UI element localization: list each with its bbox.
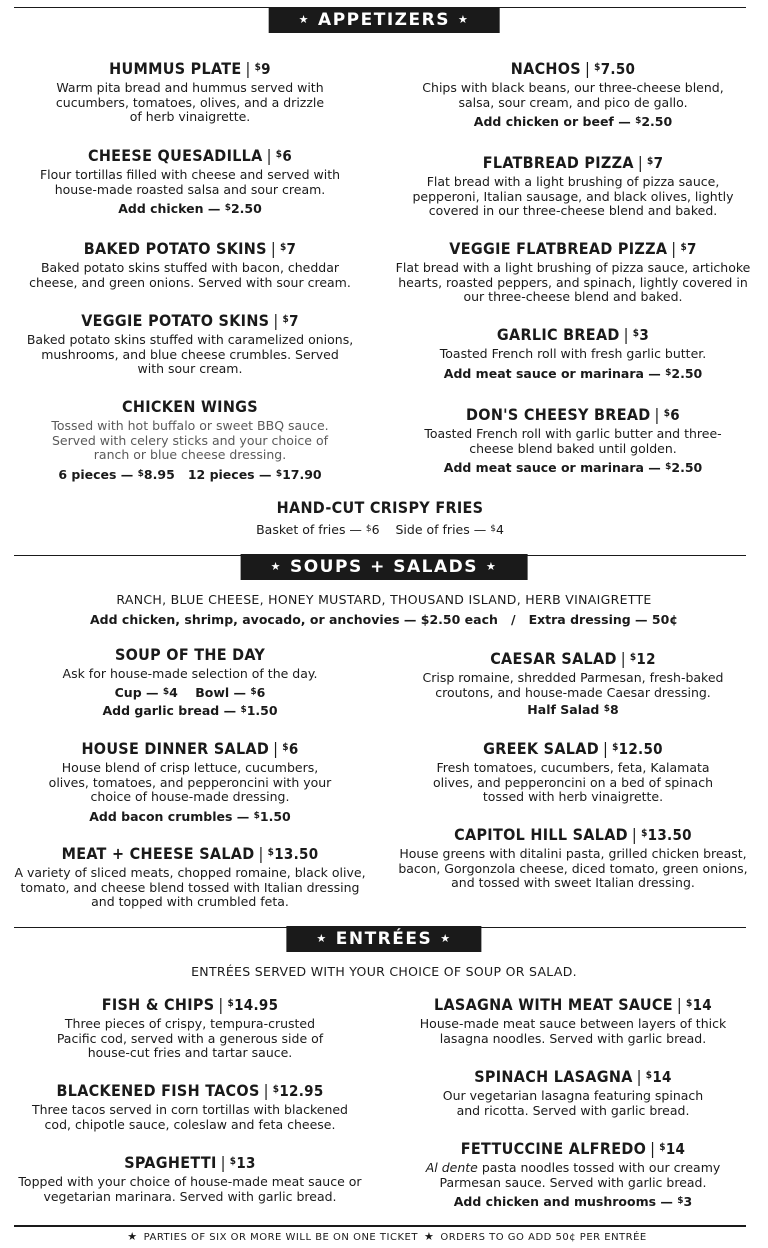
item-description: Three tacos served in corn tortillas with blackened cod, chipotle sauce, coleslaw and feta cheese. [31, 1102, 348, 1132]
menu-item-capitol-hill: CAPITOL HILL SALAD | $13.50 House greens with ditalini pasta, grilled chicken breast, bacon, Gorgonzola cheese, diced tomato, green onions, and tossed with sweet Italian dressing. [393, 824, 753, 891]
item-name: VEGGIE FLATBREAD PIZZA [449, 239, 668, 258]
item-description: Baked potato skins stuffed with caramelized onions, mushrooms, and blue cheese crumbles. Served with sour cream. [26, 332, 354, 376]
salad-extras: Add chicken, shrimp, avocado, or anchovies — $2.50 each / Extra dressing — 50¢ [90, 612, 678, 627]
menu-item-meat-cheese-salad: MEAT + CHEESE SALAD | $13.50 A variety of sliced meats, chopped romaine, black olive, tomato, and cheese blend tossed with Italian dressing and topped with crumbled feta. [10, 843, 370, 910]
menu-item-garlic-bread: GARLIC BREAD | $3 Toasted French roll with fresh garlic butter. Add meat sauce or marinara — $2.50 [393, 324, 753, 381]
item-name: CAESAR SALAD [490, 649, 617, 668]
item-addon: Add chicken or beef — $2.50 [473, 114, 673, 129]
item-name: CHEESE QUESADILLA [87, 146, 263, 165]
item-price: 12 [636, 650, 656, 668]
item-name: SPAGHETTI [124, 1153, 217, 1172]
menu-item-spaghetti: SPAGHETTI | $13 Topped with your choice of house-made meat sauce or vegetarian marinara. Served with garlic bread. [10, 1152, 370, 1204]
dressing-list: RANCH, BLUE CHEESE, HONEY MUSTARD, THOUSAND ISLAND, HERB VINAIGRETTE [116, 592, 652, 607]
footer-rule [14, 1225, 746, 1227]
item-price: 14 [692, 996, 712, 1014]
item-description: Our vegetarian lasagna featuring spinach and ricotta. Served with garlic bread. [442, 1088, 704, 1118]
item-name: FISH & CHIPS [101, 995, 215, 1014]
section-title: APPETIZERS [318, 10, 450, 30]
item-description: Tossed with hot buffalo or sweet BBQ sauce. Served with celery sticks and your choice of ranch or blue cheese dressing. [51, 418, 329, 462]
item-addon: Add chicken — $2.50 [118, 201, 262, 216]
menu-item-quesadilla: CHEESE QUESADILLA | $6 Flour tortillas filled with cheese and served with house-made roasted salsa and sour cream. Add chicken — $2.50 [10, 145, 370, 216]
menu-item-fries [200, 498, 560, 537]
item-price: 9 [261, 60, 271, 78]
item-name: VEGGIE POTATO SKINS [81, 311, 270, 330]
item-price: 7 [687, 240, 697, 258]
item-price: 6 [282, 147, 293, 165]
item-price: 13.50 [647, 826, 692, 844]
menu-item-baked-skins: BAKED POTATO SKINS | $7 Baked potato skins stuffed with bacon, cheddar cheese, and green onions. Served with sour cream. [10, 238, 370, 290]
item-price: 6 [288, 740, 299, 758]
item-options: Basket of fries — $6 Side of fries — $4 [256, 522, 504, 537]
item-description: House greens with ditalini pasta, grilled chicken breast, bacon, Gorgonzola cheese, diced tomato, green onions, and tossed with sweet Italian dressing. [398, 846, 748, 890]
item-price: 14 [665, 1140, 686, 1158]
item-name: HAND-CUT CRISPY FRIES [276, 498, 484, 517]
menu-item-veggie-flatbread: VEGGIE FLATBREAD PIZZA | $7 Flat bread with a light brushing of pizza sauce, artichoke hearts, roasted peppers, and spinach, lightly covered in our three-cheese blend and baked. [393, 238, 753, 305]
footer-party-note: PARTIES OF SIX OR MORE WILL BE ON ONE TICKET [143, 1232, 418, 1243]
menu-item-spinach-lasagna: SPINACH LASAGNA | $14 Our vegetarian lasagna featuring spinach and ricotta. Served with garlic bread. [393, 1066, 753, 1118]
item-price: 7 [653, 154, 664, 172]
item-description: Flat bread with a light brushing of pizza sauce, artichoke hearts, roasted peppers, and spinach, lightly covered in our three-cheese blend and baked. [395, 260, 751, 304]
item-description: Flour tortillas filled with cheese and served with house-made roasted salsa and sour cream. [39, 167, 341, 197]
item-description: Baked potato skins stuffed with bacon, cheddar cheese, and green onions. Served with sour cream. [29, 260, 351, 290]
item-name: GREEK SALAD [483, 739, 599, 758]
item-price: 13 [236, 1154, 256, 1172]
menu-item-alfredo: FETTUCCINE ALFREDO | $14 Al dente pasta noodles tossed with our creamy Parmesan sauce. Served with garlic bread. Add chicken and mushrooms — $3 [393, 1138, 753, 1209]
menu-item-house-salad: HOUSE DINNER SALAD | $6 House blend of crisp lettuce, cucumbers, olives, tomatoes, and pepperoncini with your choice of house-made dressing. Add bacon crumbles — $1.50 [10, 738, 370, 824]
entree-note: ENTRÉES SERVED WITH YOUR CHOICE OF SOUP OR SALAD. [191, 964, 577, 979]
item-price: 14.95 [234, 996, 279, 1014]
menu-item-soup [10, 645, 370, 718]
section-title: ENTRÉES [335, 929, 433, 949]
item-addon: Add bacon crumbles — $1.50 [89, 808, 291, 824]
star-icon: ★ [423, 1230, 435, 1243]
item-name: FETTUCCINE ALFREDO [460, 1139, 647, 1158]
item-price: 14 [652, 1068, 672, 1086]
item-options: Cup — $4 Bowl — $6 [114, 684, 266, 700]
item-name: MEAT + CHEESE SALAD [61, 844, 255, 863]
item-price: 6 [670, 406, 680, 424]
star-icon: ★ [270, 560, 282, 573]
item-name: BAKED POTATO SKINS [83, 239, 267, 258]
item-name: BLACKENED FISH TACOS [56, 1081, 260, 1100]
menu-item-nachos: NACHOS | $7.50 Chips with black beans, our three-cheese blend, salsa, sour cream, and pico de gallo. Add chicken or beef — $2.50 [393, 58, 753, 129]
item-description: Al dente pasta noodles tossed with our creamy Parmesan sauce. Served with garlic bread. [425, 1160, 721, 1190]
menu-item-greek: GREEK SALAD | $12.50 Fresh tomatoes, cucumbers, feta, Kalamata olives, and pepperoncini on a bed of spinach tossed with herb vinaigrette. [393, 738, 753, 805]
item-description: Three pieces of crispy, tempura-crusted Pacific cod, served with a generous side of house-cut fries and tartar sauce. [56, 1016, 324, 1060]
soups-salads-banner [241, 554, 528, 580]
item-name: NACHOS [510, 59, 581, 78]
menu-item-flatbread: FLATBREAD PIZZA | $7 Flat bread with a light brushing of pizza sauce, pepperoni, Italian sausage, and black olives, lightly covered in our three-cheese blend and baked. [393, 152, 753, 219]
menu-item-caesar: CAESAR SALAD | $12 Crisp romaine, shredded Parmesan, fresh-baked croutons, and house-made Caesar dressing. Half Salad $8 [393, 648, 753, 717]
footer-togo-note: ORDERS TO GO ADD 50¢ PER ENTRÉE [440, 1232, 647, 1243]
item-name: HOUSE DINNER SALAD [81, 739, 270, 758]
star-icon: ★ [316, 932, 328, 945]
item-name: CHICKEN WINGS [122, 397, 258, 416]
item-price: 13.50 [274, 845, 319, 863]
menu-item-wings [10, 397, 370, 482]
item-price: 12.50 [618, 740, 663, 758]
star-icon: ★ [440, 932, 452, 945]
item-price: 3 [639, 326, 650, 344]
entrees-banner [286, 926, 481, 952]
item-description: House blend of crisp lettuce, cucumbers, olives, tomatoes, and pepperoncini with your choice of house-made dressing. [48, 760, 332, 804]
item-name: FLATBREAD PIZZA [482, 153, 634, 172]
item-description: A variety of sliced meats, chopped romaine, black olive, tomato, and cheese blend tossed with Italian dressing and topped with crumbled feta. [14, 865, 366, 909]
section-title: SOUPS + SALADS [289, 557, 479, 577]
item-name: CAPITOL HILL SALAD [454, 825, 628, 844]
item-description: Crisp romaine, shredded Parmesan, fresh-baked croutons, and house-made Caesar dressing. [422, 670, 724, 700]
item-price: 12.95 [279, 1082, 324, 1100]
item-description: Chips with black beans, our three-cheese blend, salsa, sour cream, and pico de gallo. [422, 80, 724, 110]
item-description: Ask for house-made selection of the day. [62, 666, 318, 681]
item-description: Flat bread with a light brushing of pizza sauce, pepperoni, Italian sausage, and black olives, lightly covered in our three-cheese blend and baked. [412, 174, 734, 218]
item-name: SPINACH LASAGNA [474, 1067, 633, 1086]
item-name: DON'S CHEESY BREAD [466, 405, 651, 424]
item-description: Toasted French roll with garlic butter and three-cheese blend baked until golden. [424, 426, 722, 456]
item-addon: Add meat sauce or marinara — $2.50 [443, 460, 703, 475]
menu-item-lasagna: LASAGNA WITH MEAT SAUCE | $14 House-made meat sauce between layers of thick lasagna noodles. Served with garlic bread. [393, 994, 753, 1046]
item-description: Warm pita bread and hummus served with cucumbers, tomatoes, olives, and a drizzle of herb vinaigrette. [55, 80, 325, 124]
item-description: Topped with your choice of house-made meat sauce or vegetarian marinara. Served with garlic bread. [18, 1174, 362, 1204]
star-icon: ★ [486, 560, 498, 573]
item-price: 7 [289, 312, 299, 330]
star-icon: ★ [298, 13, 311, 26]
item-description: House-made meat sauce between layers of thick lasagna noodles. Served with garlic bread. [419, 1016, 727, 1046]
item-description: Fresh tomatoes, cucumbers, feta, Kalamata olives, and pepperoncini on a bed of spinach tossed with herb vinaigrette. [433, 760, 713, 804]
item-options: 6 pieces — $8.95 12 pieces — $17.90 [58, 466, 322, 482]
item-description: Toasted French roll with fresh garlic butter. [439, 346, 707, 361]
menu-item-fish-tacos: BLACKENED FISH TACOS | $12.95 Three tacos served in corn tortillas with blackened cod, chipotle sauce, coleslaw and feta cheese. [10, 1080, 370, 1132]
item-name: SOUP OF THE DAY [114, 645, 266, 664]
footer [0, 1230, 768, 1243]
item-addon: Add chicken and mushrooms — $3 [453, 1194, 693, 1209]
item-name: LASAGNA WITH MEAT SAUCE [434, 995, 673, 1014]
item-addon: Add garlic bread — $1.50 [102, 702, 278, 718]
star-icon: ★ [457, 13, 470, 26]
appetizers-banner [269, 7, 500, 33]
menu-item-hummus: HUMMUS PLATE | $9 Warm pita bread and hummus served with cucumbers, tomatoes, olives, and a drizzle of herb vinaigrette. [10, 58, 370, 125]
item-name: HUMMUS PLATE [109, 59, 242, 78]
menu-item-cheesy-bread: DON'S CHEESY BREAD | $6 Toasted French roll with garlic butter and three-cheese blend baked until golden. Add meat sauce or marinara — $2.50 [393, 404, 753, 475]
item-price: 7.50 [600, 60, 636, 78]
item-price: 7 [286, 240, 297, 258]
item-name: GARLIC BREAD [496, 325, 620, 344]
star-icon: ★ [127, 1230, 138, 1243]
item-addon: Add meat sauce or marinara — $2.50 [443, 365, 703, 381]
item-addon: Half Salad $8 [527, 702, 619, 717]
menu-item-veggie-skins: VEGGIE POTATO SKINS | $7 Baked potato skins stuffed with caramelized onions, mushrooms, and blue cheese crumbles. Served with sour cream. [10, 310, 370, 377]
menu-item-fish-chips: FISH & CHIPS | $14.95 Three pieces of crispy, tempura-crusted Pacific cod, served with a generous side of house-cut fries and tartar sauce. [10, 994, 370, 1061]
